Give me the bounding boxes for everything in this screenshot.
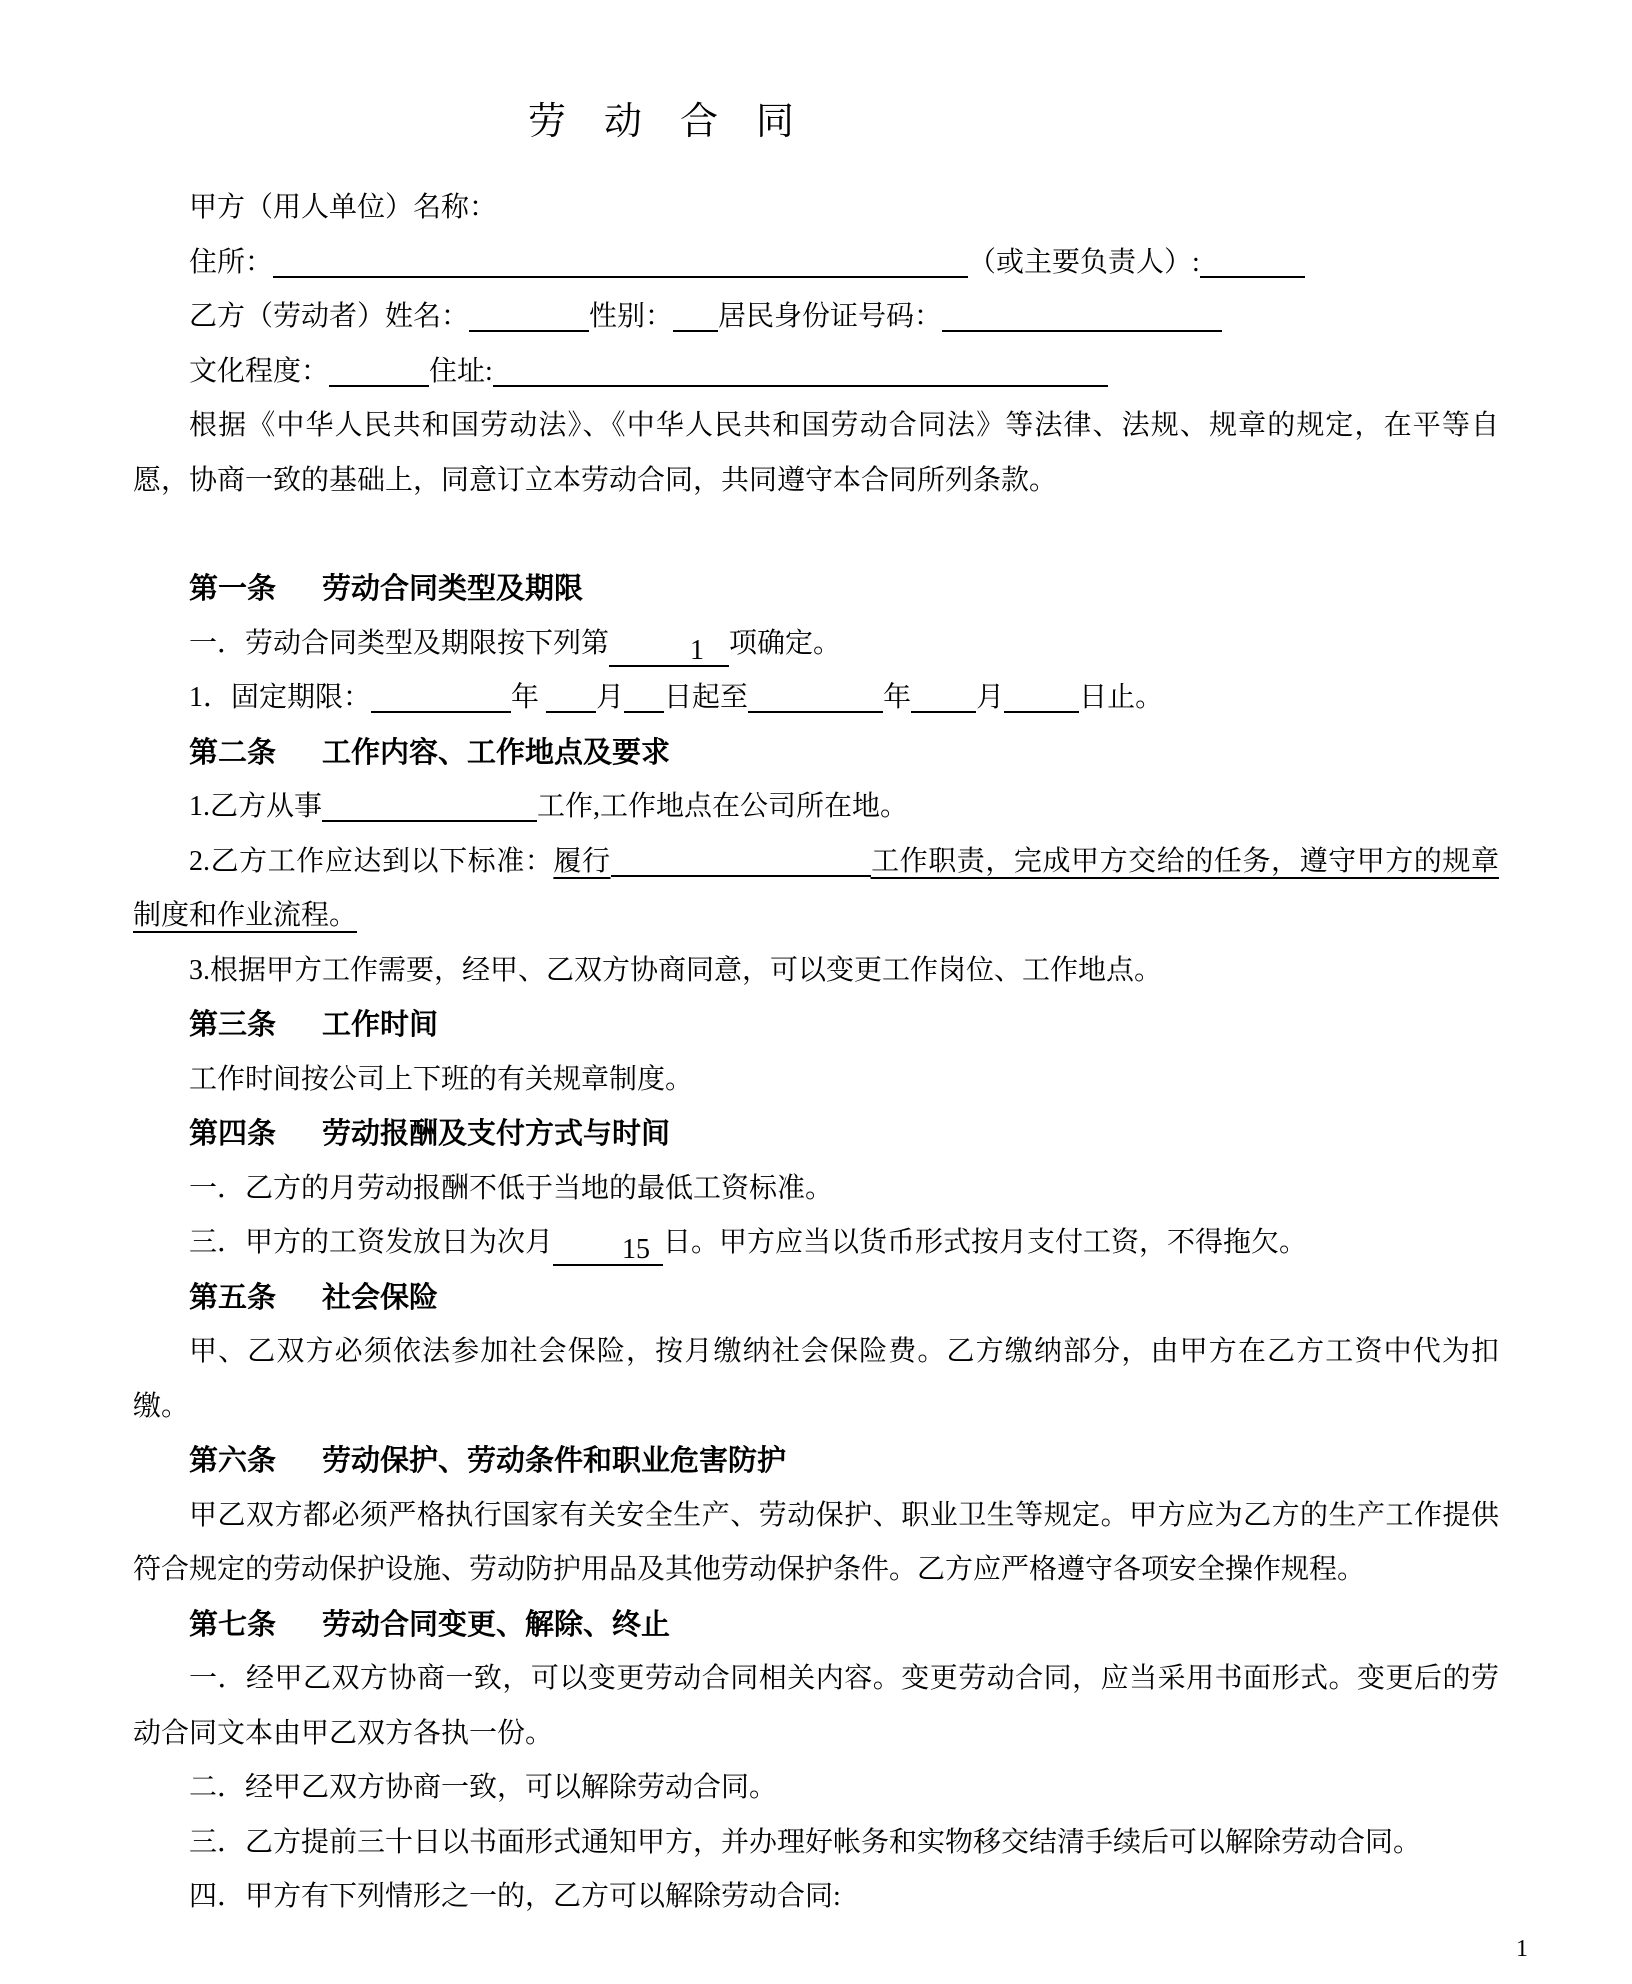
principal-label: （或主要负责人）: — [968, 246, 1200, 278]
payday-blank: 15 — [553, 1234, 663, 1266]
education-label: 文化程度： — [189, 355, 330, 387]
article-1-heading — [133, 562, 1499, 617]
end-month-blank-field — [911, 681, 976, 713]
residence-blank-field — [493, 355, 1108, 387]
party-a-name-label: 甲方（用人单位）名称： — [189, 192, 498, 223]
gender-label: 性别： — [589, 301, 674, 332]
article-7-item-1: 一．经甲乙双方协商一致，可以变更劳动合同相关内容。变更劳动合同，应当采用书面形式。变更后的劳动合同文本由甲乙双方各执一份。 — [133, 1663, 1499, 1749]
job-text-pre: 1.乙方从事 — [189, 791, 323, 822]
article-2-number: 第二条 — [189, 736, 277, 769]
article-7-item-4: 四．甲方有下列情形之一的，乙方可以解除劳动合同: — [189, 1881, 841, 1912]
job-title-blank-field — [322, 790, 537, 822]
article-3-body: 工作时间按公司上下班的有关规章制度。 — [189, 1063, 694, 1095]
start-month-label: 月 — [596, 682, 625, 713]
article-2-item-1 — [133, 780, 1499, 835]
article-7-item-3: 三．乙方提前三十日以书面形式通知甲方，并办理好帐务和实物移交结清手续后可以解除劳动合同。 — [189, 1826, 1422, 1858]
gender-blank-field — [673, 300, 718, 332]
payday-text-pre: 三．甲方的工资发放日为次月 — [189, 1227, 554, 1258]
party-a-name-line — [133, 181, 1499, 236]
end-year-label: 年 — [883, 682, 912, 713]
article-5-heading — [133, 1271, 1499, 1326]
education-line — [133, 345, 1499, 400]
article-3-title: 工作时间 — [322, 1009, 439, 1041]
job-text-post: 工作,工作地点在公司所在地。 — [537, 791, 909, 822]
id-number-label: 居民身份证号码： — [718, 301, 943, 332]
article-7-heading — [133, 1598, 1499, 1653]
article-6-body: 甲乙双方都必须严格执行国家有关安全生产、劳动保护、职业卫生等规定。甲方应为乙方的生产工作提供符合规定的劳动保护设施、劳动防护用品及其他劳动保护条件。乙方应严格遵守各项安全操作规程。 — [133, 1499, 1499, 1585]
end-month-label: 月 — [976, 682, 1005, 713]
article-4-item-1: 一．乙方的月劳动报酬不低于当地的最低工资标准。 — [189, 1172, 834, 1204]
contract-type-text-post: 项确定。 — [729, 627, 842, 659]
end-year-blank-field — [748, 681, 883, 713]
start-month-blank-field — [546, 681, 596, 713]
residence-label: 住址: — [429, 355, 493, 387]
party-b-name-label: 乙方（劳动者）姓名： — [189, 301, 470, 332]
article-2-title: 工作内容、工作地点及要求 — [322, 736, 671, 769]
start-year-blank-field — [371, 681, 511, 713]
article-6-heading — [133, 1434, 1499, 1489]
article-4-number: 第四条 — [189, 1118, 277, 1150]
end-day-blank-field — [1004, 681, 1079, 713]
article-2-heading — [133, 726, 1499, 781]
payday-text-post: 日。甲方应当以货币形式按月支付工资，不得拖欠。 — [663, 1227, 1308, 1258]
end-label: 日止。 — [1079, 682, 1164, 713]
article-1-item-2 — [133, 671, 1499, 726]
article-7-number: 第七条 — [189, 1608, 277, 1641]
document-content — [133, 0, 1499, 1925]
article-2-item-3: 3.根据甲方工作需要，经甲、乙双方协商同意，可以变更工作岗位、工作地点。 — [189, 954, 1163, 986]
principal-blank-field — [1200, 246, 1305, 278]
work-standard-underlined-start: 履行 — [553, 845, 611, 877]
article-7-item-2: 二．经甲乙双方协商一致，可以解除劳动合同。 — [189, 1772, 778, 1803]
article-1-title: 劳动合同类型及期限 — [322, 573, 584, 605]
article-5-number: 第五条 — [189, 1281, 277, 1314]
contract-type-text-pre: 一．劳动合同类型及期限按下列第 — [189, 627, 610, 659]
preamble-paragraph: 根据《中华人民共和国劳动法》、《中华人民共和国劳动合同法》等法律、法规、规章的规定，在平等自愿，协商一致的基础上，同意订立本劳动合同，共同遵守本合同所列条款。 — [133, 410, 1499, 496]
contract-type-option-blank: 1 — [609, 635, 729, 667]
article-4-heading — [133, 1107, 1499, 1162]
work-standard-underlined-rest: 工作职责，完成甲方交给的任务，遵守甲方的规章制度和作业流程。 — [133, 845, 1499, 931]
address-blank-field — [273, 246, 968, 278]
work-duty-blank-field — [611, 845, 871, 877]
article-3-number: 第三条 — [189, 1009, 277, 1041]
id-number-blank-field — [942, 300, 1222, 332]
start-day-blank-field — [624, 681, 664, 713]
article-3-heading — [133, 998, 1499, 1053]
party-b-name-blank-field — [469, 300, 589, 332]
start-year-label: 年 — [511, 682, 547, 713]
document-title: 劳 动 合 同 — [527, 101, 794, 143]
address-label: 住所： — [189, 246, 274, 278]
article-4-title: 劳动报酬及支付方式与时间 — [322, 1118, 671, 1150]
address-line — [133, 236, 1499, 291]
work-standard-label: 2.乙方工作应达到以下标准： — [189, 845, 554, 877]
education-blank-field — [329, 355, 429, 387]
from-to-label: 日起至 — [664, 682, 749, 713]
article-7-title: 劳动合同变更、解除、终止 — [322, 1608, 671, 1641]
article-5-body: 甲、乙双方必须依法参加社会保险，按月缴纳社会保险费。乙方缴纳部分，由甲方在乙方工资中代为扣缴。 — [133, 1336, 1499, 1422]
party-b-line — [133, 290, 1499, 345]
page-number: 1 — [1516, 1936, 1528, 1962]
article-1-item-1 — [133, 617, 1499, 672]
article-5-title: 社会保险 — [322, 1281, 439, 1314]
blank-line — [133, 508, 1499, 562]
article-6-number: 第六条 — [189, 1445, 277, 1477]
fixed-term-label: 1．固定期限： — [189, 682, 372, 713]
article-2-item-2 — [133, 835, 1499, 944]
article-1-number: 第一条 — [189, 573, 277, 605]
article-6-title: 劳动保护、劳动条件和职业危害防护 — [322, 1445, 787, 1477]
article-4-item-2 — [133, 1216, 1499, 1271]
